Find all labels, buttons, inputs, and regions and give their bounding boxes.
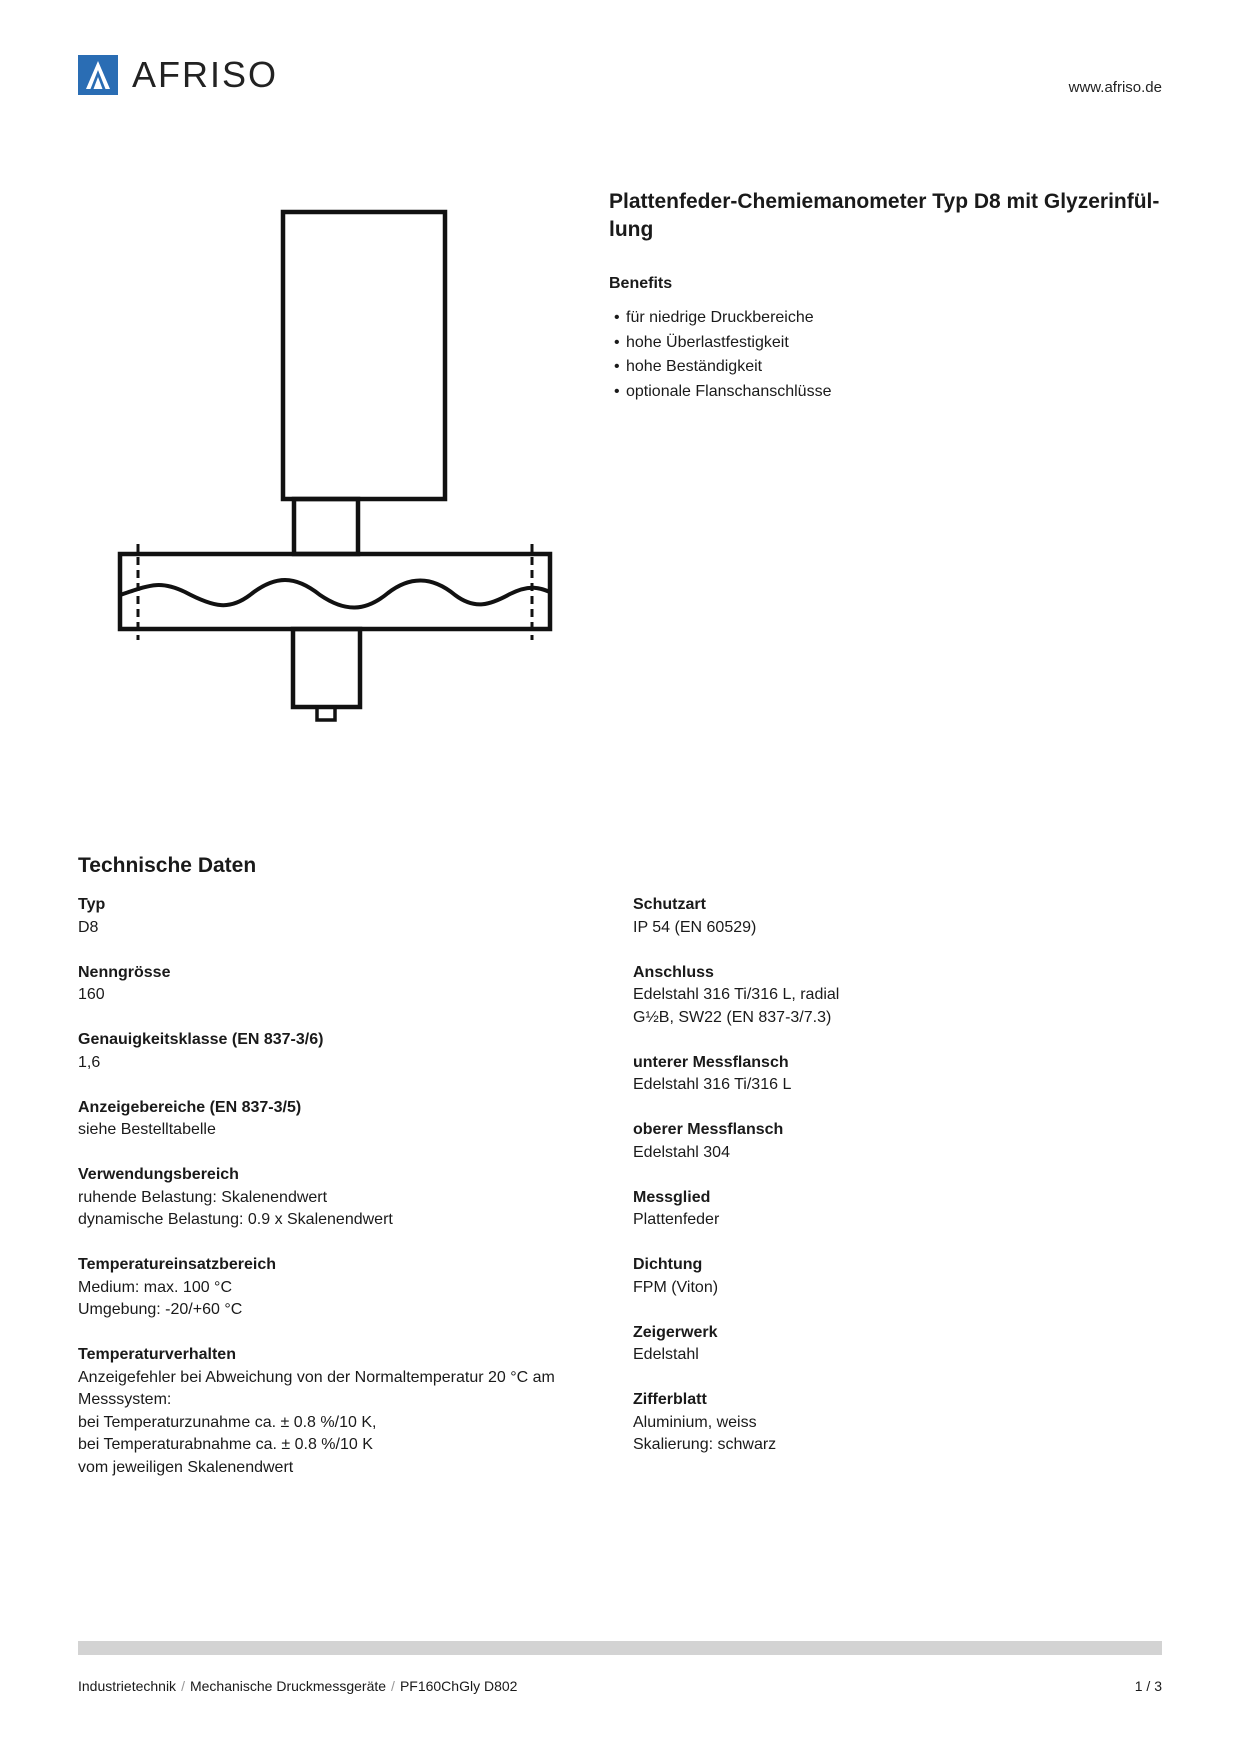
spec-label: unterer Messflansch	[633, 1053, 789, 1071]
spec-label: Zeigerwerk	[633, 1323, 718, 1341]
benefit-item: • optionale Flanschanschlüsse	[614, 382, 832, 400]
spec-value: D8	[78, 918, 99, 936]
afriso-logo-icon	[78, 55, 118, 95]
spec-value: ruhende Belastung: Skalenendwert	[78, 1188, 328, 1206]
spec-value: siehe Bestelltabelle	[78, 1121, 216, 1138]
spec-label: Zifferblatt	[633, 1391, 707, 1408]
product-title	[609, 188, 1169, 244]
website-link[interactable]: www.afriso.de	[1068, 79, 1162, 96]
spec-value: G½B, SW22 (EN 837-3/7.3)	[633, 1008, 832, 1026]
product-summary	[609, 188, 1169, 404]
brand-name: AFRISO	[132, 54, 279, 95]
spec-anzeigebereiche	[78, 1097, 578, 1142]
benefit-text: hohe Überlastfestigkeit	[626, 333, 789, 351]
spec-temperaturverhalten	[78, 1344, 578, 1479]
spec-value: Edelstahl 304	[633, 1143, 730, 1161]
spec-anschluss	[633, 962, 1133, 1030]
spec-unterer-messflansch	[633, 1052, 1133, 1097]
spec-zifferblatt	[633, 1389, 1133, 1457]
spec-value: Aluminium, weiss	[633, 1413, 757, 1431]
breadcrumb-item: PF160ChGly D802	[399, 1678, 518, 1694]
brand-logo	[78, 55, 278, 95]
tech-data-left-column	[78, 894, 578, 1502]
spec-label: Schutzart	[633, 896, 706, 913]
page-number: 1 / 3	[1134, 1678, 1162, 1694]
spec-schutzart	[633, 894, 1133, 939]
spec-value: bei Temperaturabnahme ca. ± 0.8 %/10 K	[78, 1436, 373, 1453]
spec-genauigkeitsklasse	[78, 1029, 578, 1074]
spec-label: Anzeigebereiche (EN 837-3/5)	[78, 1098, 302, 1116]
spec-label: Anschluss	[633, 963, 714, 981]
breadcrumb-item[interactable]: Mechanische Druckmessgeräte	[189, 1678, 387, 1694]
spec-value: Edelstahl 316 Ti/316 L, radial	[633, 986, 840, 1003]
spec-value: Medium: max. 100 °C	[78, 1278, 233, 1296]
spec-verwendungsbereich	[78, 1164, 578, 1232]
spec-value: 1,6	[78, 1053, 101, 1071]
spec-label: Messglied	[633, 1188, 711, 1206]
spec-value: FPM (Viton)	[633, 1278, 719, 1296]
spec-value: Messsystem:	[78, 1391, 172, 1408]
product-title-line-1: Plattenfeder-Chemiemanometer Typ D8 mit Glyzerinfül-	[609, 190, 1160, 213]
benefit-item: • für niedrige Druckbereiche	[614, 309, 814, 326]
benefit-text: optionale Flanschanschlüsse	[626, 382, 832, 400]
spec-value: 160	[78, 986, 105, 1003]
spec-label: oberer Messflansch	[633, 1121, 784, 1138]
spec-value: Plattenfeder	[633, 1211, 720, 1228]
spec-label: Genauigkeitsklasse (EN 837-3/6)	[78, 1031, 324, 1048]
tech-data-right-column	[633, 894, 1133, 1479]
spec-label: Nenngrösse	[78, 963, 171, 981]
breadcrumb-item[interactable]: Industrietechnik	[78, 1678, 177, 1694]
spec-nenngroesse	[78, 962, 578, 1007]
spec-dichtung	[633, 1254, 1133, 1299]
spec-value: IP 54 (EN 60529)	[633, 918, 757, 936]
page-footer	[78, 1678, 1162, 1694]
benefit-item: • hohe Beständigkeit	[614, 358, 763, 375]
breadcrumb-separator: /	[181, 1678, 185, 1694]
spec-value: Umgebung: -20/+60 °C	[78, 1301, 243, 1318]
spec-label: Dichtung	[633, 1256, 703, 1273]
spec-label: Temperatureinsatzbereich	[78, 1256, 276, 1273]
spec-value: bei Temperaturzunahme ca. ± 0.8 %/10 K,	[78, 1413, 377, 1431]
spec-messglied	[633, 1187, 1133, 1232]
spec-value: dynamische Belastung: 0.9 x Skalenendwert	[78, 1211, 393, 1228]
spec-typ	[78, 894, 578, 939]
product-drawing	[110, 200, 560, 780]
spec-label: Verwendungsbereich	[78, 1166, 239, 1183]
breadcrumb-separator: /	[391, 1678, 395, 1694]
spec-label: Typ	[78, 896, 106, 913]
benefits-list	[614, 306, 1169, 404]
spec-temperatureinsatzbereich	[78, 1254, 578, 1322]
benefit-text: für niedrige Druckbereiche	[626, 309, 814, 326]
spec-value: Edelstahl 316 Ti/316 L	[633, 1076, 792, 1093]
spec-value: Anzeigefehler bei Abweichung von der Normaltemperatur 20 °C am	[78, 1368, 555, 1386]
spec-value: Edelstahl	[633, 1346, 699, 1363]
spec-zeigerwerk	[633, 1322, 1133, 1367]
spec-label: Temperaturverhalten	[78, 1346, 236, 1363]
spec-oberer-messflansch	[633, 1119, 1133, 1164]
breadcrumb	[78, 1678, 517, 1694]
benefit-item: • hohe Überlastfestigkeit	[614, 333, 789, 351]
footer-divider-bar	[78, 1641, 1162, 1655]
spec-value: vom jeweiligen Skalenendwert	[78, 1458, 294, 1476]
benefits-heading: Benefits	[609, 275, 673, 292]
product-title-line-2: lung	[609, 218, 654, 241]
benefit-text: hohe Beständigkeit	[626, 358, 763, 375]
tech-data-heading: Technische Daten	[78, 854, 257, 877]
spec-value: Skalierung: schwarz	[633, 1436, 777, 1453]
